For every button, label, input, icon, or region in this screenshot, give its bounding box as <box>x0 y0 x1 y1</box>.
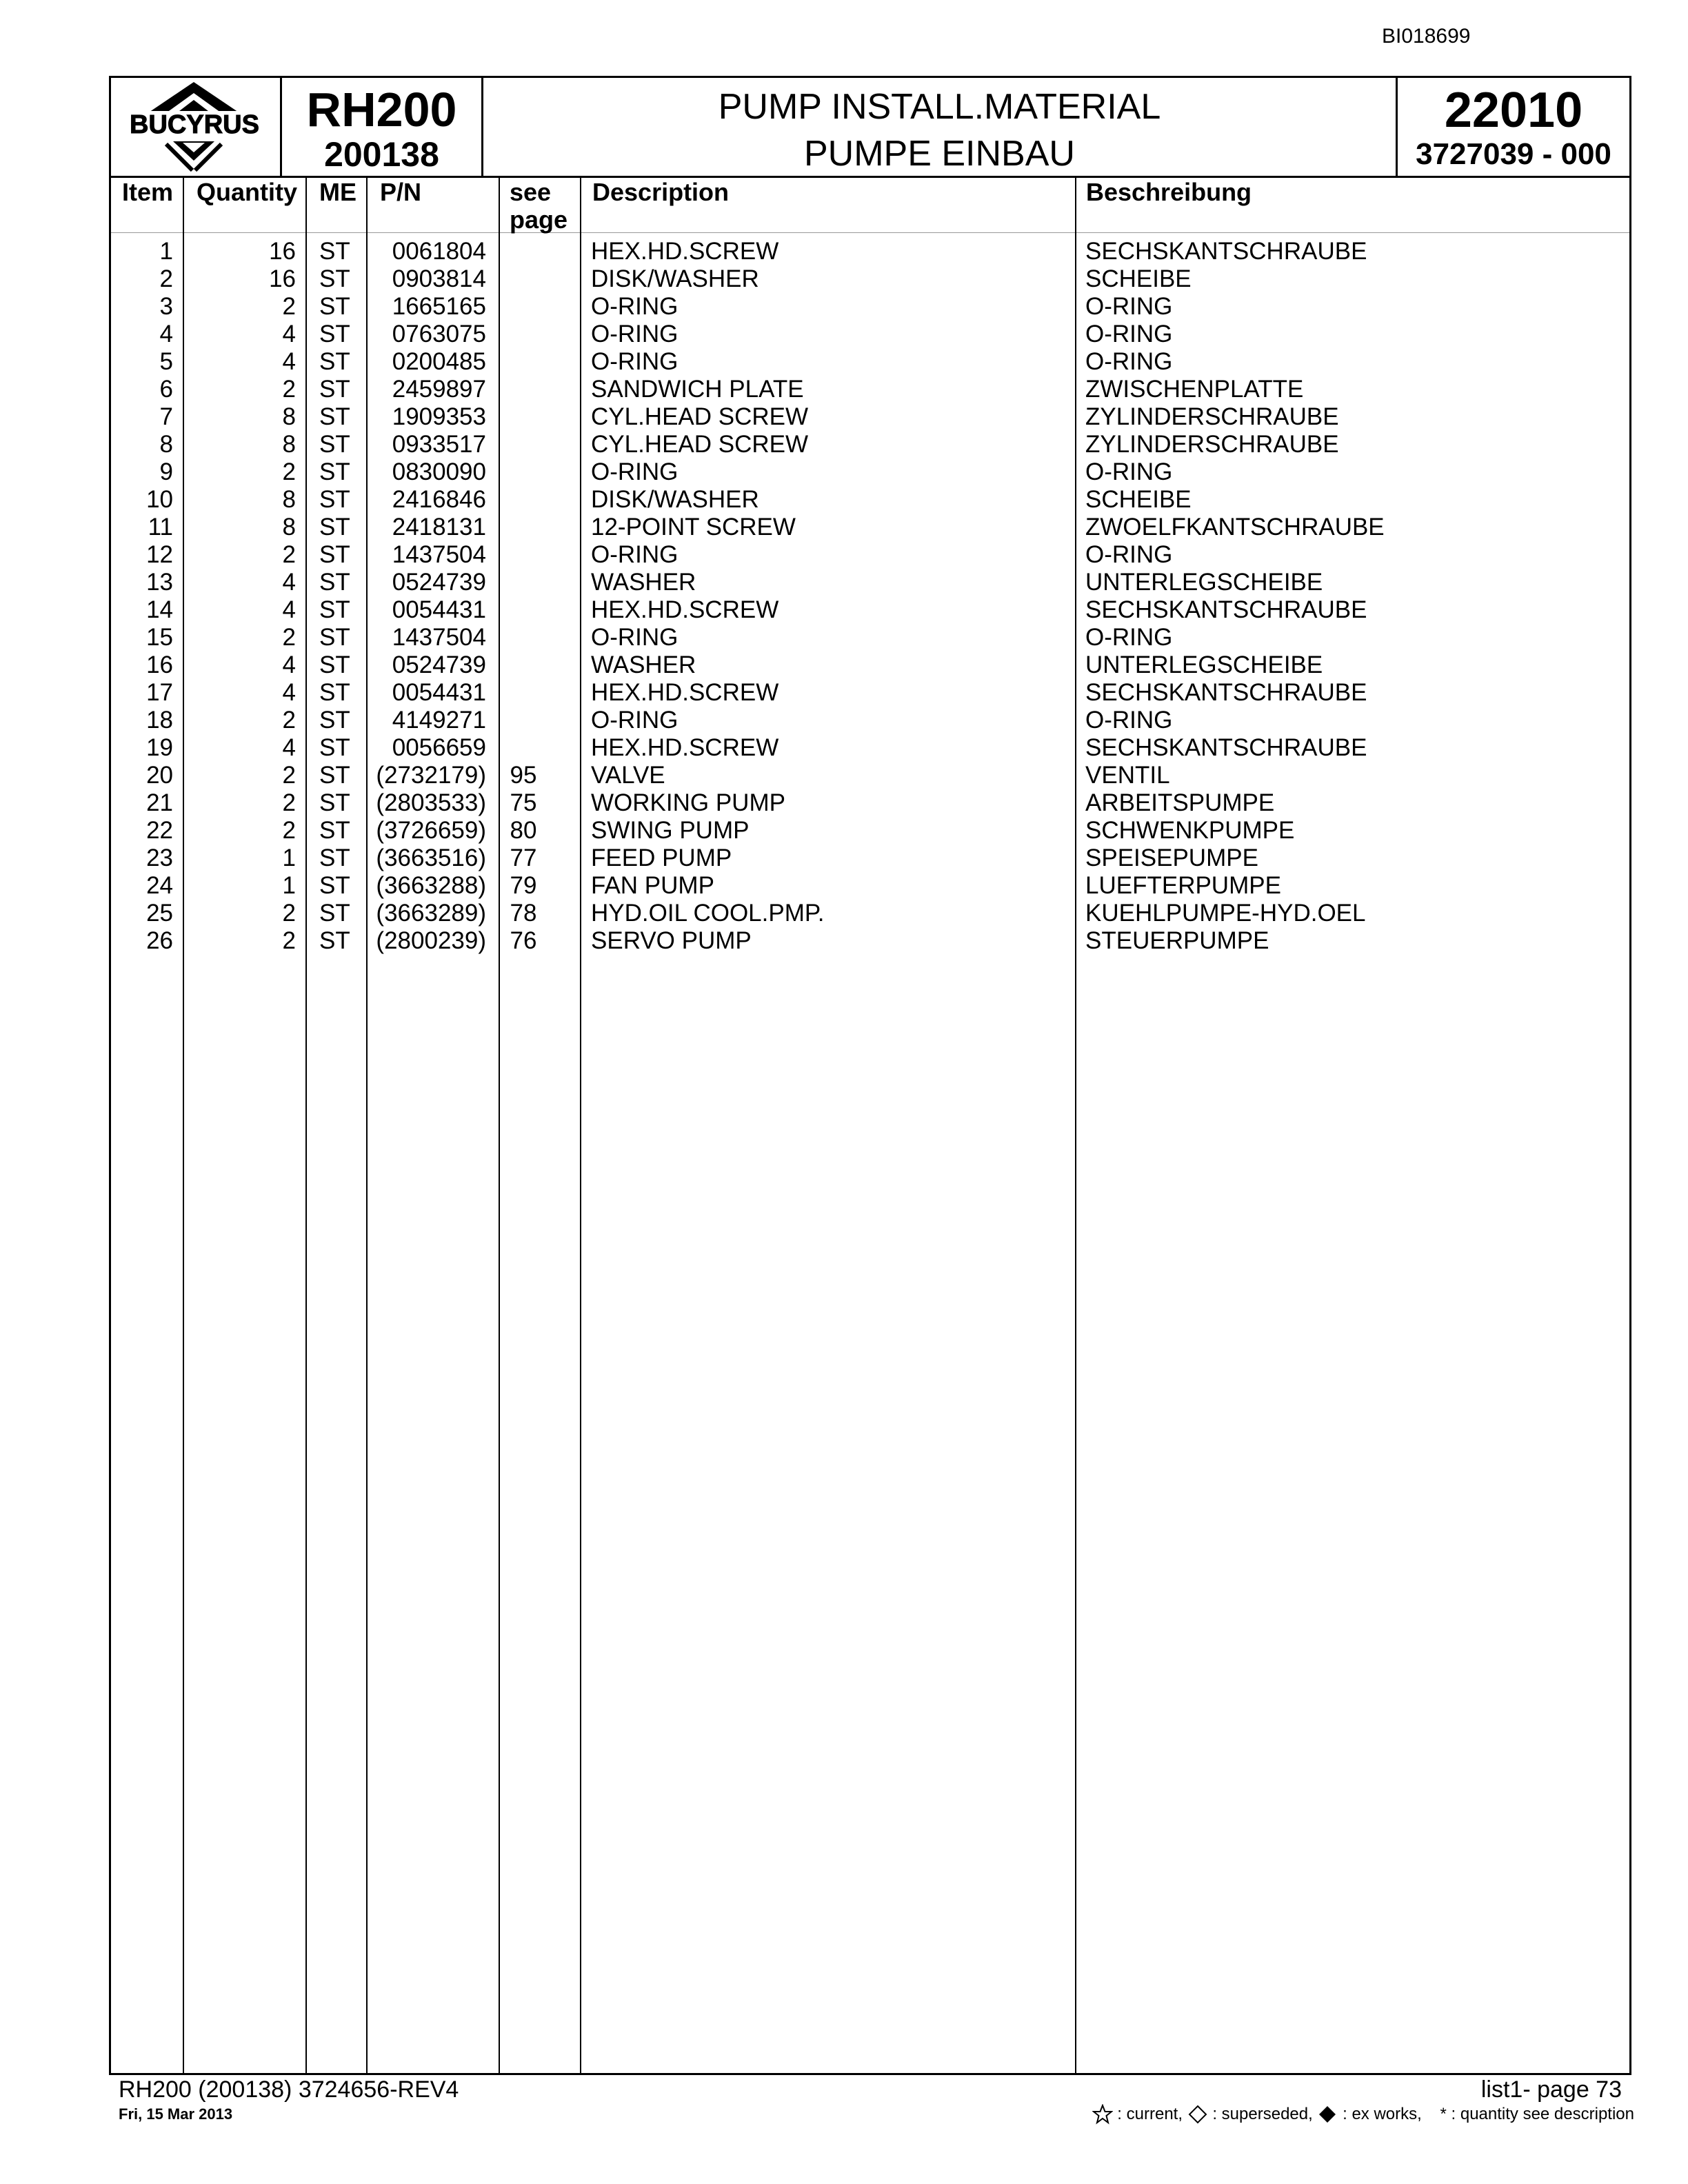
cell-see-page: 75 <box>510 789 537 816</box>
cell-part-number: 1909353 <box>392 403 486 430</box>
cell-me: ST <box>319 927 350 954</box>
cell-description: SANDWICH PLATE <box>591 376 804 403</box>
cell-description: O-RING <box>591 293 679 320</box>
parts-list-frame <box>109 76 1631 2075</box>
cell-me: ST <box>319 321 350 347</box>
cell-quantity: 1 <box>282 845 296 871</box>
cell-beschreibung: O-RING <box>1085 541 1173 568</box>
cell-description: HEX.HD.SCREW <box>591 238 779 265</box>
cell-quantity: 4 <box>282 679 296 706</box>
legend-current: : current, <box>1117 2105 1183 2123</box>
table-row <box>111 707 1629 734</box>
cell-beschreibung: ZWISCHENPLATTE <box>1085 376 1304 403</box>
cell-beschreibung: STEUERPUMPE <box>1085 927 1269 954</box>
cell-description: O-RING <box>591 541 679 568</box>
cell-description: DISK/WASHER <box>591 486 759 513</box>
table-row <box>111 651 1629 679</box>
cell-me: ST <box>319 651 350 678</box>
title-german: PUMPE EINBAU <box>804 134 1075 174</box>
table-row <box>111 679 1629 707</box>
cell-item: 1 <box>159 238 173 265</box>
cell-item: 17 <box>146 679 173 706</box>
cell-part-number: 1437504 <box>392 541 486 568</box>
cell-item: 7 <box>159 403 173 430</box>
cell-beschreibung: SECHSKANTSCHRAUBE <box>1085 734 1367 761</box>
cell-me: ST <box>319 293 350 320</box>
cell-description: O-RING <box>591 707 679 734</box>
cell-beschreibung: LUEFTERPUMPE <box>1085 872 1281 899</box>
table-row <box>111 321 1629 348</box>
cell-item: 26 <box>146 927 173 954</box>
cell-quantity: 2 <box>282 293 296 320</box>
cell-beschreibung: SCHWENKPUMPE <box>1085 817 1295 844</box>
cell-beschreibung: ZYLINDERSCHRAUBE <box>1085 403 1339 430</box>
cell-quantity: 4 <box>282 734 296 761</box>
cell-description: HEX.HD.SCREW <box>591 596 779 623</box>
cell-beschreibung: UNTERLEGSCHEIBE <box>1085 569 1323 596</box>
table-row <box>111 376 1629 403</box>
cell-item: 21 <box>146 789 173 816</box>
cell-me: ST <box>319 486 350 513</box>
cell-part-number: 0054431 <box>392 679 486 706</box>
cell-beschreibung: O-RING <box>1085 348 1173 375</box>
model-serial: 200138 <box>324 135 439 174</box>
cell-part-number: (3663516) <box>376 845 486 871</box>
cell-quantity: 2 <box>282 762 296 789</box>
cell-beschreibung: O-RING <box>1085 624 1173 651</box>
col-me: ME <box>319 178 356 206</box>
cell-quantity: 2 <box>282 624 296 651</box>
cell-me: ST <box>319 403 350 430</box>
cell-description: WORKING PUMP <box>591 789 785 816</box>
cell-item: 18 <box>146 707 173 734</box>
cell-beschreibung: ARBEITSPUMPE <box>1085 789 1275 816</box>
cell-item: 11 <box>148 514 173 540</box>
cell-part-number: 4149271 <box>392 707 486 734</box>
legend-quantity: * : quantity see description <box>1440 2105 1634 2123</box>
cell-part-number: 2416846 <box>392 486 486 513</box>
cell-quantity: 8 <box>282 486 296 513</box>
cell-beschreibung: O-RING <box>1085 321 1173 347</box>
table-row <box>111 817 1629 845</box>
cell-me: ST <box>319 541 350 568</box>
cell-description: CYL.HEAD SCREW <box>591 403 809 430</box>
brand-logo-cell <box>111 78 282 176</box>
cell-description: VALVE <box>591 762 665 789</box>
footer-legend <box>1092 2104 1634 2125</box>
cell-me: ST <box>319 376 350 403</box>
col-item: Item <box>122 178 174 206</box>
col-beschreibung: Beschreibung <box>1086 178 1252 206</box>
cell-me: ST <box>319 817 350 844</box>
cell-quantity: 2 <box>282 458 296 485</box>
cell-part-number: 0524739 <box>392 651 486 678</box>
cell-beschreibung: SCHEIBE <box>1085 486 1192 513</box>
document-id: BI018699 <box>1382 25 1471 48</box>
cell-part-number: 0054431 <box>392 596 486 623</box>
cell-item: 14 <box>146 596 173 623</box>
cell-part-number: (2732179) <box>376 762 486 789</box>
cell-me: ST <box>319 348 350 375</box>
cell-description: 12-POINT SCREW <box>591 514 796 540</box>
cell-quantity: 2 <box>282 707 296 734</box>
cell-quantity: 2 <box>282 817 296 844</box>
footer-document-ref: RH200 (200138) 3724656-REV4 <box>119 2076 459 2103</box>
cell-description: SWING PUMP <box>591 817 750 844</box>
group-subnumber: 3727039 - 000 <box>1416 137 1611 171</box>
cell-beschreibung: O-RING <box>1085 458 1173 485</box>
cell-item: 19 <box>146 734 173 761</box>
cell-me: ST <box>319 872 350 899</box>
footer-page-number: list1- page 73 <box>1480 2076 1622 2103</box>
cell-quantity: 4 <box>282 348 296 375</box>
cell-description: WASHER <box>591 651 696 678</box>
cell-see-page: 76 <box>510 927 537 954</box>
table-row <box>111 789 1629 817</box>
table-row <box>111 486 1629 514</box>
table-row <box>111 596 1629 624</box>
cell-item: 2 <box>159 265 173 292</box>
cell-me: ST <box>319 265 350 292</box>
cell-beschreibung: SECHSKANTSCHRAUBE <box>1085 596 1367 623</box>
cell-me: ST <box>319 845 350 871</box>
table-row <box>111 900 1629 927</box>
cell-item: 24 <box>146 872 173 899</box>
cell-quantity: 4 <box>282 321 296 347</box>
cell-part-number: 0903814 <box>392 265 486 292</box>
cell-quantity: 8 <box>282 403 296 430</box>
cell-item: 4 <box>159 321 173 347</box>
table-row <box>111 541 1629 569</box>
cell-see-page: 78 <box>510 900 537 927</box>
cell-part-number: 0200485 <box>392 348 486 375</box>
cell-description: SERVO PUMP <box>591 927 752 954</box>
cell-beschreibung: SECHSKANTSCHRAUBE <box>1085 679 1367 706</box>
cell-part-number: (3726659) <box>376 817 486 844</box>
cell-quantity: 2 <box>282 927 296 954</box>
cell-description: FEED PUMP <box>591 845 732 871</box>
column-header-row <box>111 176 1629 233</box>
cell-item: 9 <box>159 458 173 485</box>
cell-part-number: (3663289) <box>376 900 486 927</box>
cell-part-number: 0763075 <box>392 321 486 347</box>
cell-item: 6 <box>159 376 173 403</box>
table-row <box>111 872 1629 900</box>
cell-item: 12 <box>146 541 173 568</box>
cell-beschreibung: ZYLINDERSCHRAUBE <box>1085 431 1339 458</box>
bucyrus-logo-icon <box>111 78 278 173</box>
svg-text:BUCYRUS: BUCYRUS <box>130 110 259 139</box>
header-band <box>111 78 1629 178</box>
cell-item: 10 <box>146 486 173 513</box>
cell-quantity: 4 <box>282 651 296 678</box>
cell-see-page: 77 <box>510 845 537 871</box>
cell-see-page: 79 <box>510 872 537 899</box>
table-row <box>111 431 1629 458</box>
cell-description: O-RING <box>591 624 679 651</box>
title-cell <box>483 78 1398 176</box>
cell-beschreibung: ZWOELFKANTSCHRAUBE <box>1085 514 1385 540</box>
col-description: Description <box>592 178 730 206</box>
cell-part-number: 2459897 <box>392 376 486 403</box>
cell-beschreibung: KUEHLPUMPE-HYD.OEL <box>1085 900 1366 927</box>
cell-item: 15 <box>146 624 173 651</box>
cell-me: ST <box>319 734 350 761</box>
title-english: PUMP INSTALL.MATERIAL <box>718 87 1161 127</box>
cell-me: ST <box>319 238 350 265</box>
cell-part-number: (3663288) <box>376 872 486 899</box>
cell-description: HYD.OIL COOL.PMP. <box>591 900 825 927</box>
cell-me: ST <box>319 789 350 816</box>
cell-quantity: 2 <box>282 541 296 568</box>
cell-item: 3 <box>159 293 173 320</box>
table-row <box>111 238 1629 265</box>
col-page: page <box>510 205 568 234</box>
cell-part-number: 0830090 <box>392 458 486 485</box>
cell-me: ST <box>319 569 350 596</box>
table-row <box>111 845 1629 872</box>
cell-me: ST <box>319 431 350 458</box>
cell-item: 16 <box>146 651 173 678</box>
cell-quantity: 16 <box>269 238 296 265</box>
cell-part-number: 0061804 <box>392 238 486 265</box>
cell-item: 8 <box>159 431 173 458</box>
cell-quantity: 2 <box>282 900 296 927</box>
footer-date: Fri, 15 Mar 2013 <box>119 2105 233 2123</box>
cell-quantity: 2 <box>282 376 296 403</box>
table-row <box>111 293 1629 321</box>
cell-part-number: 0524739 <box>392 569 486 596</box>
cell-item: 20 <box>146 762 173 789</box>
cell-see-page: 80 <box>510 817 537 844</box>
cell-beschreibung: UNTERLEGSCHEIBE <box>1085 651 1323 678</box>
cell-description: DISK/WASHER <box>591 265 759 292</box>
table-row <box>111 734 1629 762</box>
model-cell <box>282 78 483 176</box>
legend-ex-works: : ex works, <box>1343 2105 1422 2123</box>
table-row <box>111 458 1629 486</box>
cell-description: HEX.HD.SCREW <box>591 734 779 761</box>
table-row <box>111 624 1629 651</box>
cell-me: ST <box>319 679 350 706</box>
group-number-cell <box>1398 78 1629 176</box>
diamond-filled-icon <box>1317 2104 1338 2125</box>
table-row <box>111 348 1629 376</box>
cell-beschreibung: VENTIL <box>1085 762 1170 789</box>
table-row <box>111 927 1629 955</box>
cell-quantity: 16 <box>269 265 296 292</box>
cell-item: 25 <box>146 900 173 927</box>
cell-description: WASHER <box>591 569 696 596</box>
table-row <box>111 265 1629 293</box>
cell-item: 5 <box>159 348 173 375</box>
table-row <box>111 403 1629 431</box>
cell-beschreibung: O-RING <box>1085 707 1173 734</box>
diamond-outline-icon <box>1187 2104 1208 2125</box>
cell-part-number: 1665165 <box>392 293 486 320</box>
cell-quantity: 8 <box>282 514 296 540</box>
cell-description: FAN PUMP <box>591 872 714 899</box>
cell-description: O-RING <box>591 321 679 347</box>
table-row <box>111 762 1629 789</box>
cell-item: 13 <box>146 569 173 596</box>
cell-item: 23 <box>146 845 173 871</box>
cell-quantity: 8 <box>282 431 296 458</box>
cell-description: CYL.HEAD SCREW <box>591 431 809 458</box>
cell-description: O-RING <box>591 348 679 375</box>
cell-description: O-RING <box>591 458 679 485</box>
cell-part-number: 0056659 <box>392 734 486 761</box>
col-see: see <box>510 178 552 206</box>
cell-me: ST <box>319 707 350 734</box>
cell-quantity: 2 <box>282 789 296 816</box>
col-quantity: Quantity <box>197 178 298 206</box>
cell-part-number: (2800239) <box>376 927 486 954</box>
legend-superseded: : superseded, <box>1212 2105 1313 2123</box>
model-name: RH200 <box>306 83 457 136</box>
cell-me: ST <box>319 596 350 623</box>
cell-part-number: 2418131 <box>392 514 486 540</box>
cell-me: ST <box>319 514 350 540</box>
cell-me: ST <box>319 762 350 789</box>
cell-item: 22 <box>146 817 173 844</box>
cell-part-number: 0933517 <box>392 431 486 458</box>
cell-part-number: (2803533) <box>376 789 486 816</box>
cell-quantity: 1 <box>282 872 296 899</box>
col-pn: P/N <box>380 178 422 206</box>
cell-me: ST <box>319 624 350 651</box>
cell-quantity: 4 <box>282 596 296 623</box>
table-row <box>111 569 1629 596</box>
cell-beschreibung: SECHSKANTSCHRAUBE <box>1085 238 1367 265</box>
cell-part-number: 1437504 <box>392 624 486 651</box>
cell-me: ST <box>319 458 350 485</box>
cell-description: HEX.HD.SCREW <box>591 679 779 706</box>
cell-beschreibung: SPEISEPUMPE <box>1085 845 1258 871</box>
cell-beschreibung: O-RING <box>1085 293 1173 320</box>
group-number: 22010 <box>1444 83 1583 138</box>
cell-quantity: 4 <box>282 569 296 596</box>
star-outline-icon <box>1092 2104 1113 2125</box>
cell-beschreibung: SCHEIBE <box>1085 265 1192 292</box>
cell-me: ST <box>319 900 350 927</box>
table-row <box>111 514 1629 541</box>
cell-see-page: 95 <box>510 762 537 789</box>
